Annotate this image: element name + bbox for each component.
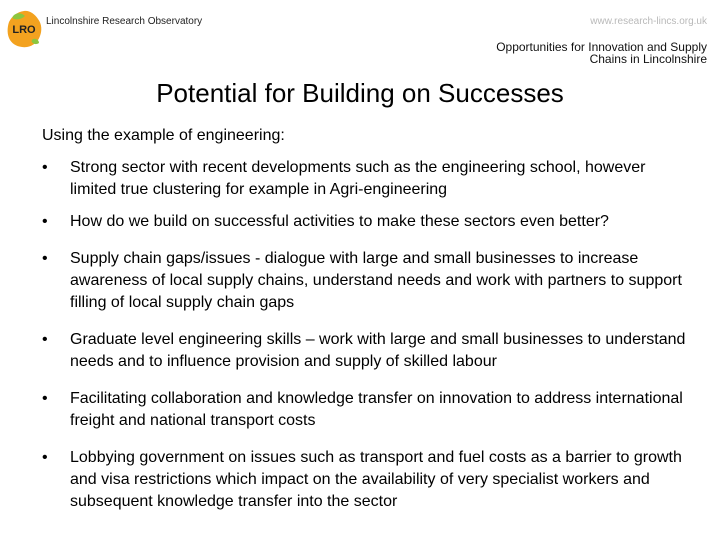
bullet-icon: •	[42, 449, 48, 466]
bullet-text: Graduate level engineering skills – work with large and small businesses to understand needs and to influence provision and supply of skilled labour	[70, 331, 686, 370]
presentation-subtitle	[447, 41, 707, 65]
bullet-list	[42, 157, 692, 513]
lro-logo	[5, 9, 43, 49]
bullet-item	[42, 447, 692, 513]
bullet-item	[42, 388, 692, 432]
subtitle-line-2: Chains in Lincolnshire	[589, 52, 707, 66]
bullet-text: How do we build on successful activities to make these sectors even better?	[70, 213, 609, 230]
lro-logo-text: LRO	[12, 24, 36, 36]
bullet-icon: •	[42, 213, 48, 230]
bullet-text: Strong sector with recent developments such as the engineering school, however limited true clustering for example in Agri-engineering	[70, 159, 646, 198]
bullet-item	[42, 157, 692, 201]
bullet-icon: •	[42, 331, 48, 348]
bullet-text: Lobbying government on issues such as transport and fuel costs as a barrier to growth and visa restrictions which impact on the availability of very specialist workers and subsequent knowledge transfer into the sector	[70, 449, 682, 510]
bullet-item	[42, 211, 692, 233]
bullet-icon: •	[42, 159, 48, 176]
website-url: www.research-lincs.org.uk	[590, 16, 707, 27]
organisation-name: Lincolnshire Research Observatory	[46, 16, 203, 27]
bullet-icon: •	[42, 390, 48, 407]
slide-title: Potential for Building on Successes	[156, 78, 564, 108]
bullet-icon: •	[42, 250, 48, 267]
intro-text: Using the example of engineering:	[42, 127, 285, 144]
bullet-item	[42, 248, 692, 314]
subtitle-line-1: Opportunities for Innovation and Supply	[496, 40, 707, 54]
bullet-text: Supply chain gaps/issues - dialogue with large and small businesses to increase awareness of local supply chains, understand needs and work with partners to support filling of local supply chain gaps	[70, 250, 682, 311]
bullet-item	[42, 329, 692, 373]
bullet-text: Facilitating collaboration and knowledge transfer on innovation to address international freight and national transport costs	[70, 390, 683, 429]
